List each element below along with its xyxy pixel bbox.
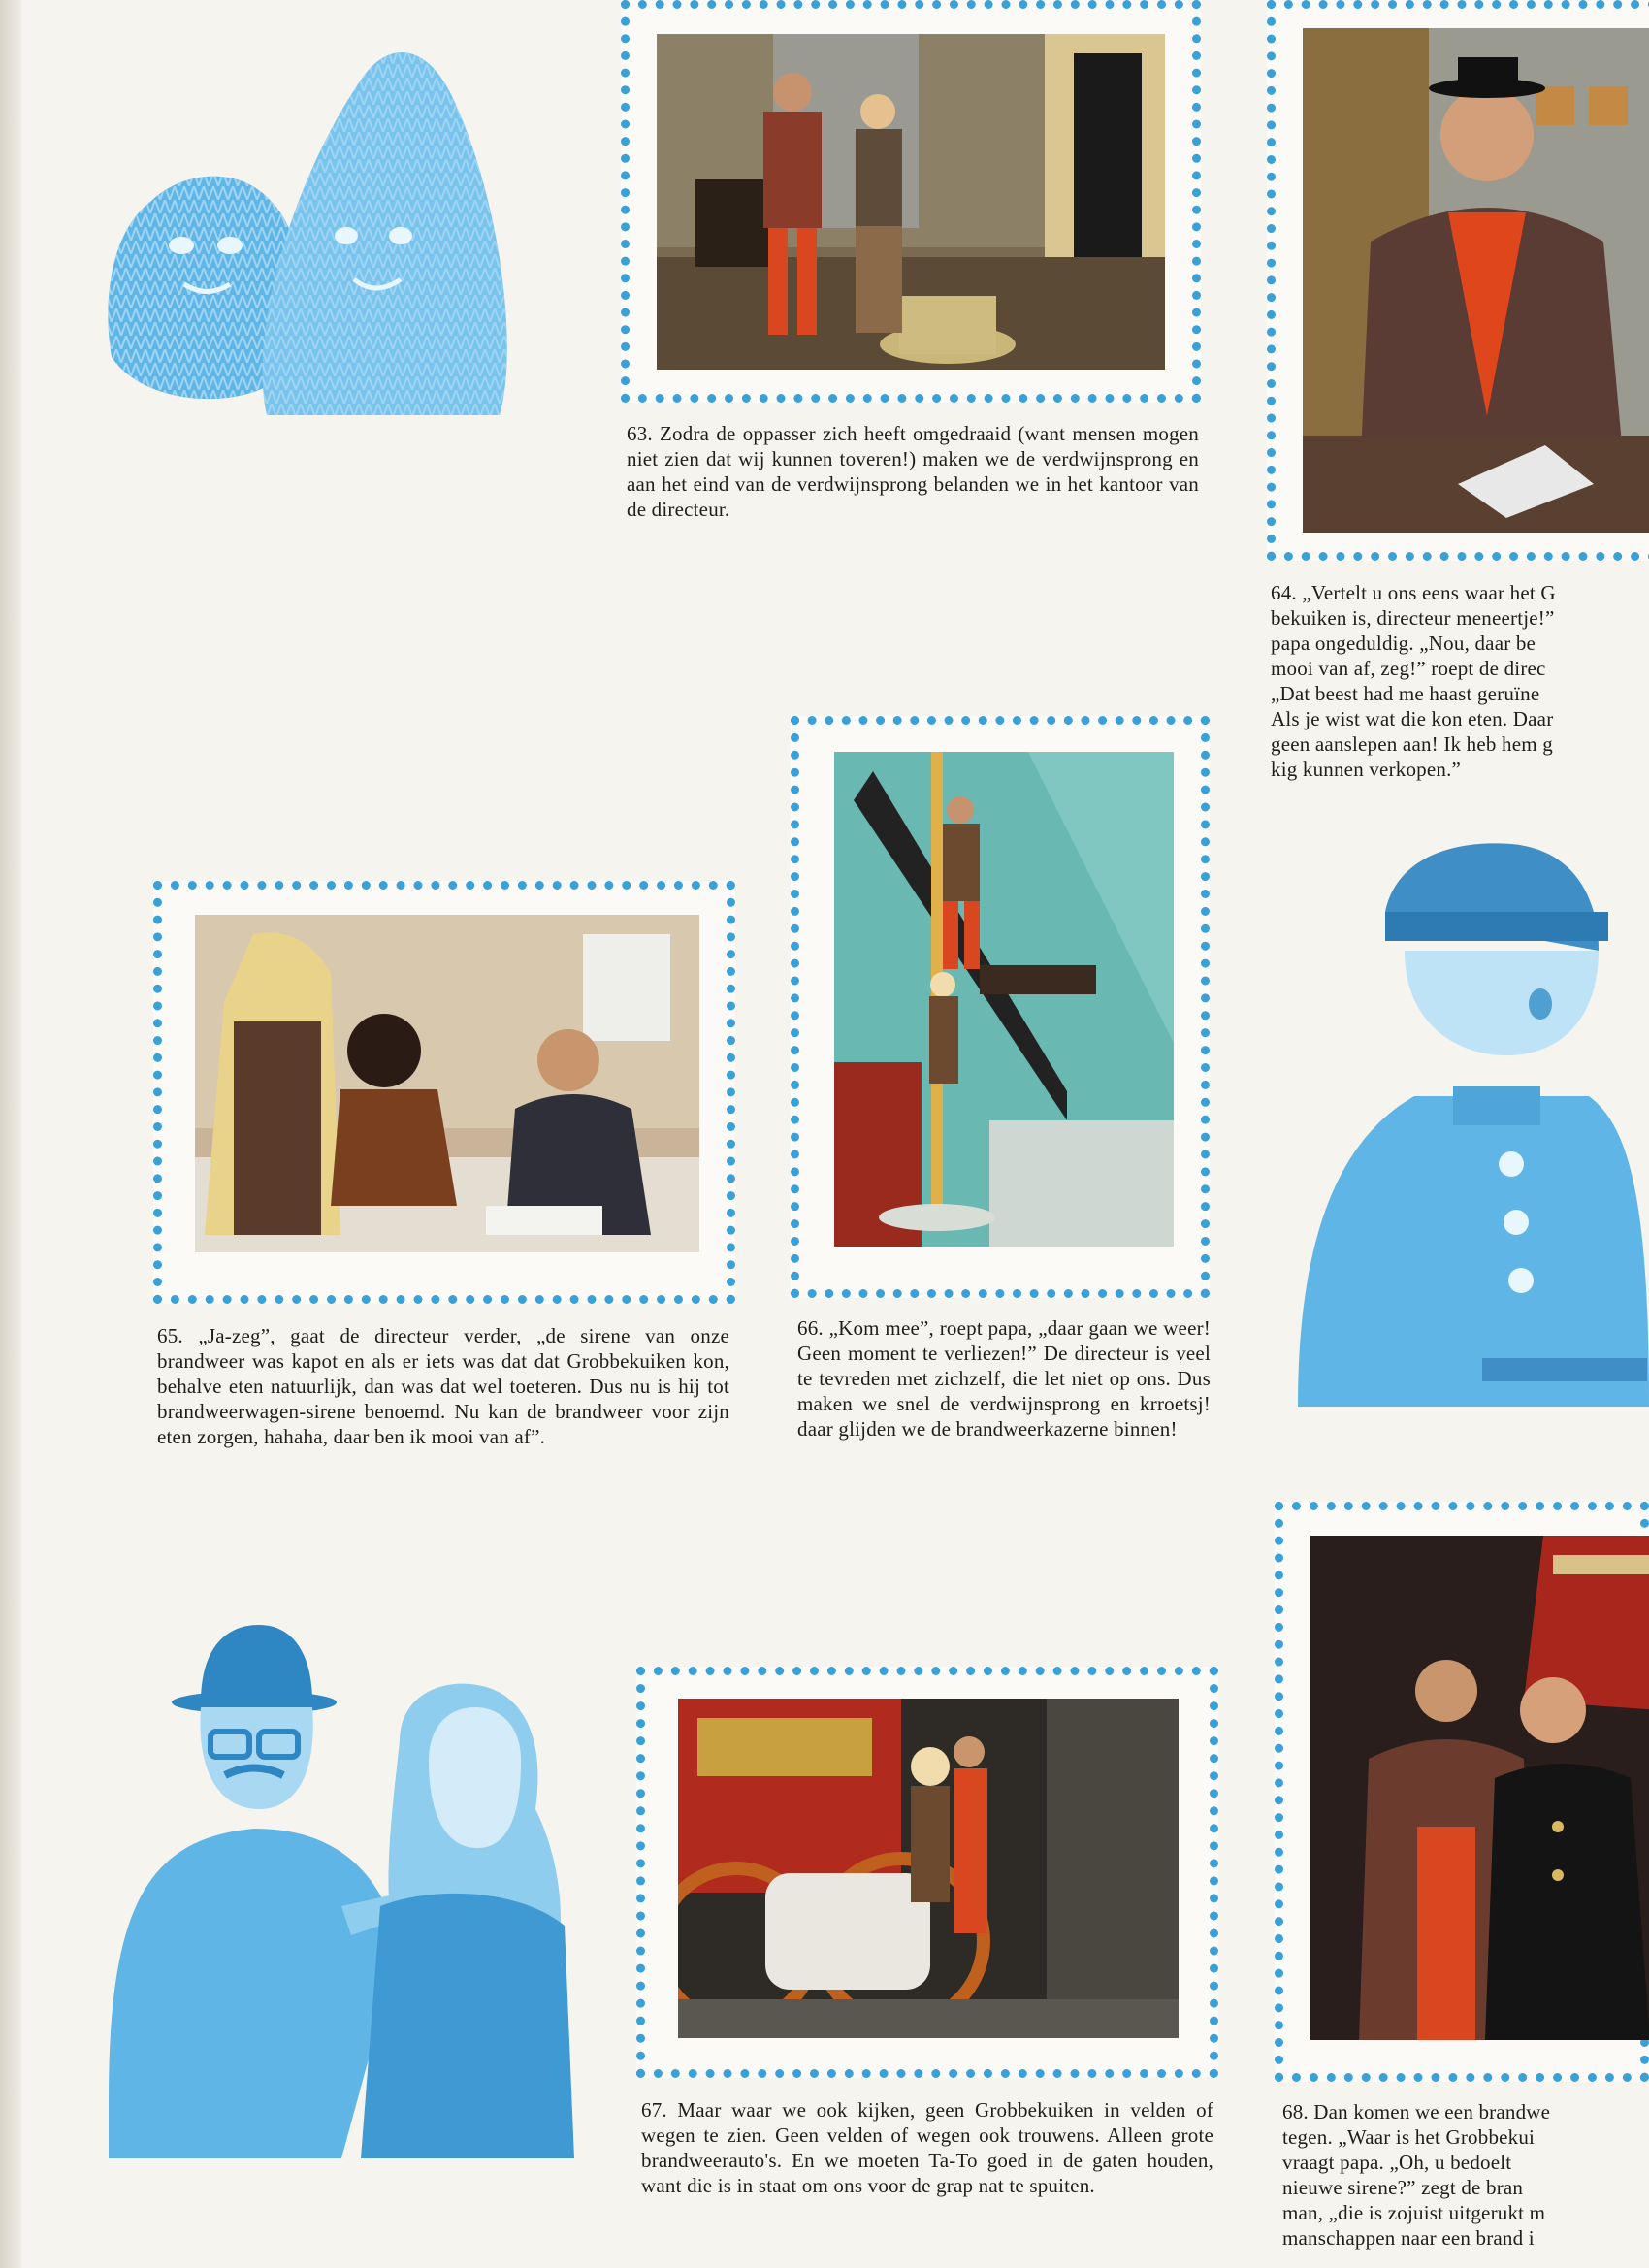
caption-65: 65. „Ja-zeg”, gaat de directeur verder, „de sirene van onze brandweer was kapot en als er iets was dat dat Grobbekuiken kon, behalve eten natuurlijk, dan was dat wel toeteren. Dus nu is hij tot brandweerwagen-sirene benoemd. Nu kan de brandweer voor zijn eten zorgen, hahaha, daar ben ik mooi van af”. (157, 1324, 729, 1448)
caption-64-line: papa ongeduldig. „Nou, daar be (1271, 632, 1536, 655)
caption-64-line: kig kunnen verkopen.” (1271, 758, 1462, 781)
caption-64-line: bekuiken is, directeur meneertje!” (1271, 606, 1555, 630)
caption-66: 66. „Kom mee”, roept papa, „daar gaan we weer! Geen moment te verliezen!” De directeur is veel te tevreden met zichzelf, die let niet op ons. Dus maken we snel de verdwijnsprong en krroetsj! daar glijden we de brandweerkazerne binnen! (797, 1316, 1211, 1441)
blue-print-creatures (92, 37, 519, 425)
photo-65 (195, 915, 699, 1252)
photo-64 (1303, 28, 1649, 533)
photo-frame-68 (1275, 1502, 1649, 2082)
photo-frame-67 (636, 1667, 1218, 2078)
caption-68-line: nieuwe sirene?” zegt de bran (1282, 2176, 1524, 2199)
caption-64-line: geen aanslepen aan! Ik heb hem g (1271, 732, 1553, 756)
caption-68-line: 68. Dan komen we een brandwe (1282, 2100, 1551, 2123)
caption-64-line: 64. „Vertelt u ons eens waar het G (1271, 581, 1556, 604)
photo-63 (657, 34, 1165, 370)
caption-68 (1282, 2099, 1649, 2251)
photo-68 (1310, 1536, 1649, 2040)
photo-frame-63 (621, 0, 1201, 403)
caption-63: 63. Zodra de oppasser zich heeft omgedraaid (want mensen mogen niet zien dat wij kunnen toveren!) maken we de verdwijnsprong en aan het eind van de verdwijnsprong belanden we in het kantoor van de directeur. (627, 422, 1199, 521)
photo-frame-65 (153, 881, 735, 1304)
caption-67: 67. Maar waar we ook kijken, geen Grobbekuiken in velden of wegen te zien. Geen velden of wegen ook trouwens. Alleen grote brandweerauto's. En we moeten Ta-To goed in de gaten houden, want die is in staat om ons voor de grap nat te spuiten. (641, 2098, 1213, 2197)
caption-64-line: „Dat beest had me haast geruïne (1271, 682, 1540, 705)
album-spine (0, 0, 21, 2268)
blue-print-firefighter (1278, 805, 1649, 1426)
caption-68-line: vraagt papa. „Oh, u bedoelt (1282, 2151, 1512, 2174)
caption-68-line: tegen. „Waar is het Grobbekui (1282, 2125, 1536, 2149)
photo-frame-64 (1267, 0, 1649, 561)
caption-68-line: man, „die is zojuist uitgerukt m (1282, 2201, 1546, 2224)
blue-print-papa-and-woman (109, 1615, 594, 2158)
photo-frame-66 (791, 716, 1210, 1298)
caption-64-line: mooi van af, zeg!” roept de direc (1271, 657, 1546, 680)
caption-68-line: manschappen naar een brand i (1282, 2226, 1535, 2250)
caption-64-line: Als je wist wat die kon eten. Daar (1271, 707, 1554, 730)
photo-66 (834, 752, 1174, 1247)
caption-64 (1271, 580, 1649, 782)
photo-67 (678, 1699, 1179, 2038)
